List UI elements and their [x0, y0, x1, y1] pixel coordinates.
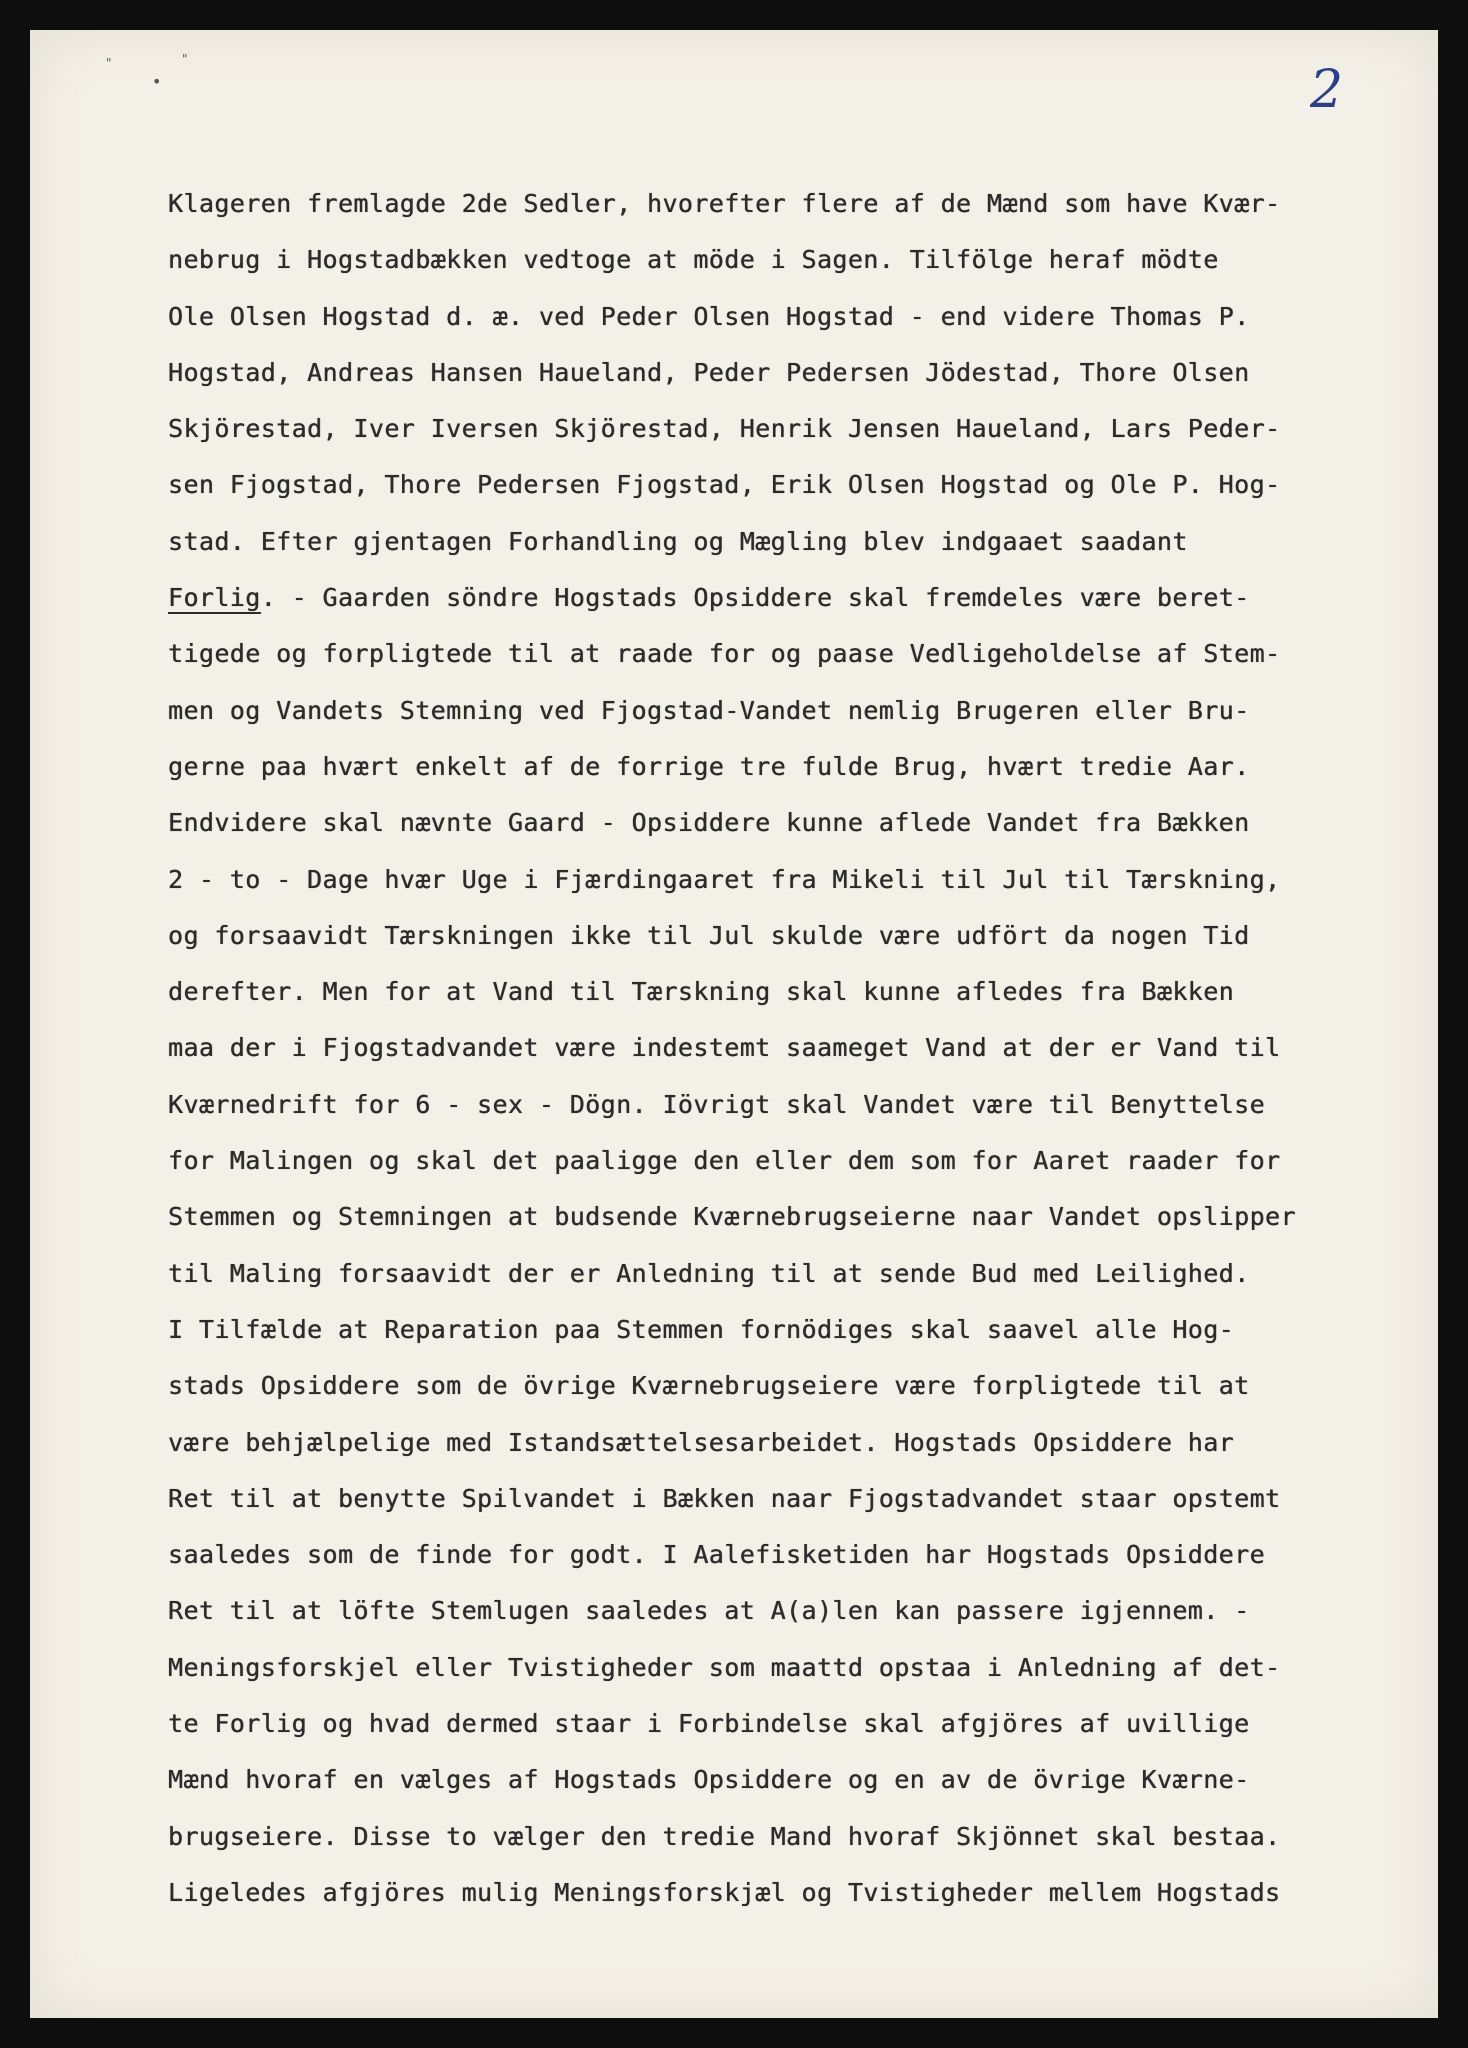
text-line: saaledes som de finde for godt. I Aalefisketiden har Hogstads Opsiddere	[168, 1540, 1266, 1570]
text-line: for Malingen og skal det paaligge den eller dem som for Aaret raader for	[168, 1146, 1281, 1176]
text-line: Stemmen og Stemningen at budsende Kværnebrugseierne naar Vandet opslipper	[168, 1202, 1296, 1232]
text-line: Endvidere skal nævnte Gaard - Opsiddere kunne aflede Vandet fra Bækken	[168, 808, 1250, 838]
edge-speck: •	[152, 72, 162, 91]
text-line: Hogstad, Andreas Hansen Haueland, Peder Pedersen Jödestad, Thore Olsen	[168, 357, 1250, 387]
text-line: stads Opsiddere som de övrige Kværnebrugseiere være forpligtede til at	[168, 1371, 1250, 1401]
text-line: Ret til at benytte Spilvandet i Bækken naar Fjogstadvandet staar opstemt	[168, 1483, 1281, 1513]
text-line: I Tilfælde at Reparation paa Stemmen fornödiges skal saavel alle Hog-	[168, 1314, 1235, 1344]
text-line: stad. Efter gjentagen Forhandling og Mægling blev indgaaet saadant	[168, 526, 1188, 556]
text-line: og forsaavidt Tærskningen ikke til Jul skulde være udfört da nogen Tid	[168, 920, 1250, 950]
text-line: til Maling forsaavidt der er Anledning til at sende Bud med Leilighed.	[168, 1258, 1250, 1288]
text-line: 2 - to - Dage hvær Uge i Fjærdingaaret fra Mikeli til Jul til Tærskning,	[168, 864, 1281, 894]
text-line: Ret til at löfte Stemlugen saaledes at A(a)len kan passere igjennem. -	[168, 1596, 1250, 1626]
text-line-with-heading	[168, 570, 1418, 626]
forlig-heading: Forlig	[168, 583, 261, 613]
text-line: brugseiere. Disse to vælger den tredie Mand hvoraf Skjönnet skal bestaa.	[168, 1821, 1281, 1851]
text-line: derefter. Men for at Vand til Tærskning skal kunne afledes fra Bækken	[168, 977, 1235, 1007]
text-line: maa der i Fjogstadvandet være indestemt saameget Vand at der er Vand til	[168, 1033, 1281, 1063]
text-line: Klageren fremlagde 2de Sedler, hvorefter flere af de Mænd som have Kvær-	[168, 189, 1281, 218]
text-line: nebrug i Hogstadbækken vedtoge at möde i Sagen. Tilfölge heraf mödte	[168, 245, 1219, 275]
text-line: Mænd hvoraf en vælges af Hogstads Opsiddere og en av de övrige Kværne-	[168, 1765, 1250, 1795]
text-line: Kværnedrift for 6 - sex - Dögn. Iövrigt skal Vandet være til Benyttelse	[168, 1089, 1266, 1119]
text-line: gerne paa hvært enkelt af de forrige tre fulde Brug, hvært tredie Aar.	[168, 751, 1250, 781]
page-number: 2	[1310, 60, 1344, 120]
typed-text-body	[168, 176, 1418, 1921]
text-line: sen Fjogstad, Thore Pedersen Fjogstad, Erik Olsen Hogstad og Ole P. Hog-	[168, 470, 1281, 500]
text-line: te Forlig og hvad dermed staar i Forbindelse skal afgjöres af uvillige	[168, 1709, 1250, 1739]
text-line: Skjörestad, Iver Iversen Skjörestad, Henrik Jensen Haueland, Lars Peder-	[168, 414, 1281, 444]
edge-speck: "	[182, 52, 188, 66]
text-line: Ligeledes afgjöres mulig Meningsforskjæl og Tvistigheder mellem Hogstads	[168, 1877, 1281, 1907]
text-line: være behjælpelige med Istandsættelsesarbeidet. Hogstads Opsiddere har	[168, 1427, 1235, 1457]
text-line: Ole Olsen Hogstad d. æ. ved Peder Olsen Hogstad - end videre Thomas P.	[168, 301, 1250, 331]
text-line: men og Vandets Stemning ved Fjogstad-Vandet nemlig Brugeren eller Bru-	[168, 695, 1250, 725]
text-line-remainder: . - Gaarden söndre Hogstads Opsiddere skal fremdeles være beret-	[260, 583, 1250, 613]
edge-speck: "	[106, 56, 112, 70]
text-line: Meningsforskjel eller Tvistigheder som maattd opstaa i Anledning af det-	[168, 1652, 1281, 1682]
text-line: tigede og forpligtede til at raade for og paase Vedligeholdelse af Stem-	[168, 639, 1281, 669]
